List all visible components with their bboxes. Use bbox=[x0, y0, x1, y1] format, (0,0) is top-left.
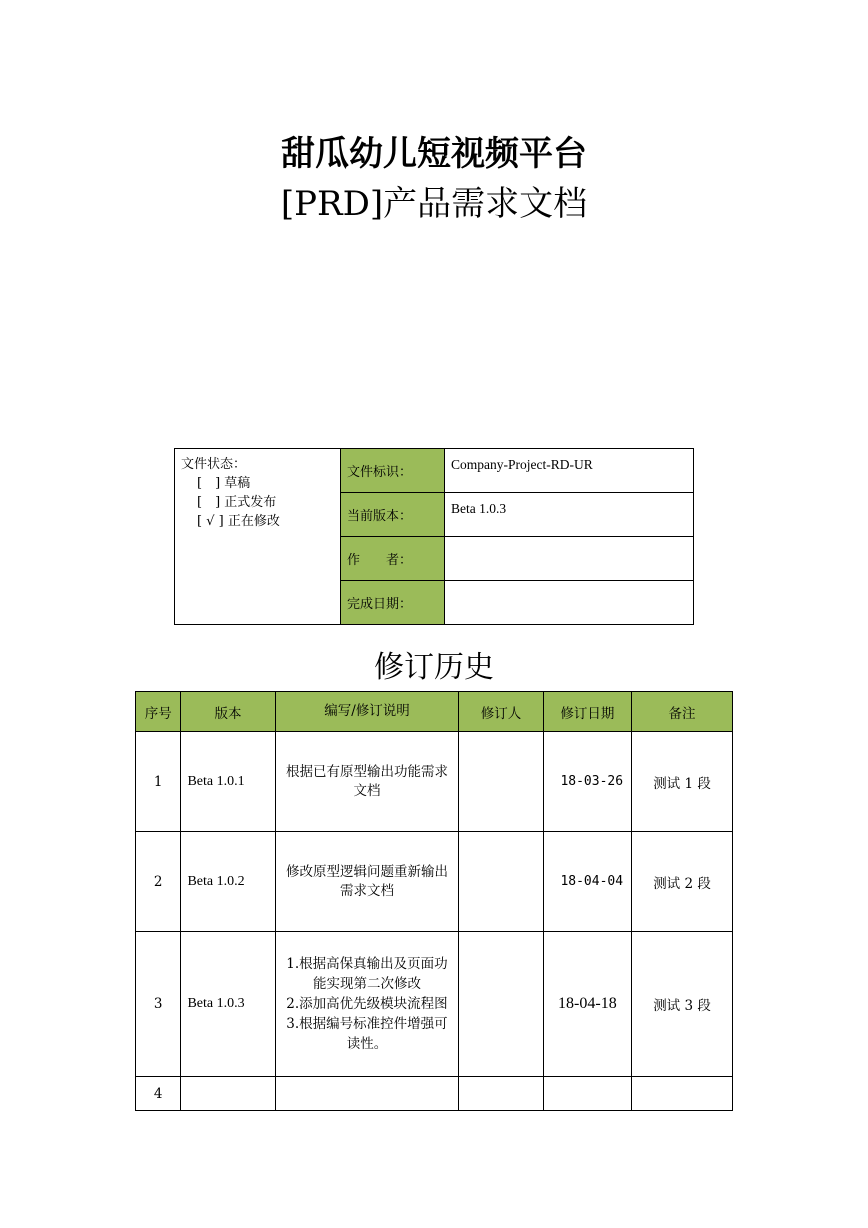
row-note: 测试 3 段 bbox=[632, 932, 733, 1077]
row-no: 4 bbox=[136, 1077, 181, 1111]
header-author: 修订人 bbox=[459, 692, 543, 732]
row-note: 测试 2 段 bbox=[632, 832, 733, 932]
file-id-label: 文件标识： bbox=[341, 449, 445, 493]
status-option-editing: [ √ ] 正在修改 bbox=[197, 514, 280, 529]
revision-history-title: 修订历史 bbox=[374, 650, 494, 685]
document-subtitle: [PRD]产品需求文档 bbox=[280, 184, 588, 224]
table-row bbox=[136, 832, 733, 932]
status-option-published: [ ] 正式发布 bbox=[197, 495, 277, 510]
row-no: 2 bbox=[136, 832, 181, 932]
file-status-heading: 文件状态： bbox=[181, 457, 247, 472]
row-date: 18-04-04 bbox=[543, 832, 631, 932]
row-author bbox=[459, 1077, 543, 1111]
description-item: 2.添加高优先级模块流程图 bbox=[286, 996, 448, 1012]
row-version: Beta 1.0.1 bbox=[181, 732, 275, 832]
table-row bbox=[136, 732, 733, 832]
status-option-draft: [ ] 草稿 bbox=[197, 476, 251, 491]
document-title: 甜瓜幼儿短视频平台 bbox=[281, 134, 587, 174]
header-version: 版本 bbox=[181, 692, 275, 732]
row-version: Beta 1.0.2 bbox=[181, 832, 275, 932]
header-description: 编写/修订说明 bbox=[275, 692, 459, 732]
row-description bbox=[275, 1077, 459, 1111]
row-version bbox=[181, 1077, 275, 1111]
header-note: 备注 bbox=[632, 692, 733, 732]
document-info-table bbox=[174, 448, 694, 625]
author-label: 作 者： bbox=[341, 537, 445, 581]
current-version-value: Beta 1.0.3 bbox=[445, 493, 694, 537]
description-item: 1.根据高保真输出及页面功能实现第二次修改 bbox=[286, 956, 448, 992]
row-author bbox=[459, 932, 543, 1077]
file-id-value: Company-Project-RD-UR bbox=[445, 449, 694, 493]
row-author bbox=[459, 732, 543, 832]
row-description bbox=[275, 932, 459, 1077]
header-no: 序号 bbox=[136, 692, 181, 732]
revision-history-table bbox=[135, 691, 733, 1111]
row-note: 测试 1 段 bbox=[632, 732, 733, 832]
row-date: 18-04-18 bbox=[543, 932, 631, 1077]
row-description: 修改原型逻辑问题重新输出需求文档 bbox=[275, 832, 459, 932]
table-header-row bbox=[136, 692, 733, 732]
row-description: 根据已有原型输出功能需求文档 bbox=[275, 732, 459, 832]
row-date bbox=[543, 1077, 631, 1111]
row-date: 18-03-26 bbox=[543, 732, 631, 832]
table-row bbox=[136, 1077, 733, 1111]
completion-date-label: 完成日期： bbox=[341, 581, 445, 625]
row-note bbox=[632, 1077, 733, 1111]
row-author bbox=[459, 832, 543, 932]
header-date: 修订日期 bbox=[543, 692, 631, 732]
description-item: 3.根据编号标准控件增强可读性。 bbox=[286, 1016, 448, 1052]
row-no: 3 bbox=[136, 932, 181, 1077]
row-version: Beta 1.0.3 bbox=[181, 932, 275, 1077]
current-version-label: 当前版本： bbox=[341, 493, 445, 537]
file-status-cell bbox=[175, 449, 341, 625]
completion-date-value bbox=[445, 581, 694, 625]
table-row bbox=[136, 932, 733, 1077]
row-no: 1 bbox=[136, 732, 181, 832]
author-value bbox=[445, 537, 694, 581]
